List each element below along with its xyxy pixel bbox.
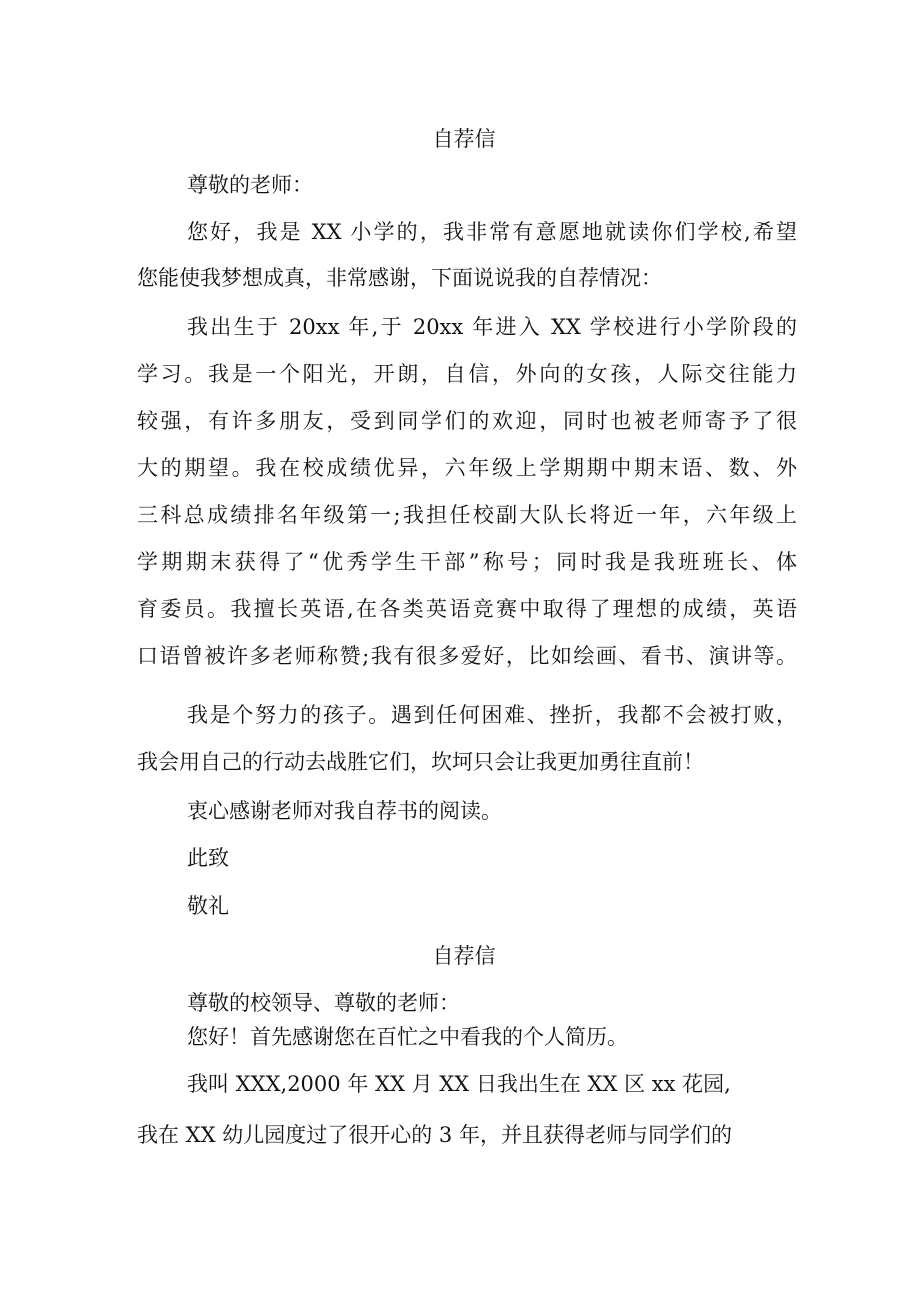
letter1-para2-line: 我出生于 20xx 年,于 20xx 年进入 XX 学校进行小学阶段的 [187,315,797,339]
letter1-salutation: 尊敬的老师： [187,173,313,197]
letter1-thanks: 衷心感谢老师对我自荐书的阅读。 [187,799,502,823]
letter2-salutation: 尊敬的校领导、尊敬的老师： [187,991,460,1015]
letter2-greeting: 您好！首先感谢您在百忙之中看我的个人简历。 [187,1025,628,1049]
letter1-para1-line: 您好，我是 XX 小学的，我非常有意愿地就读你们学校,希望 [187,220,797,244]
letter1-para1-line: 您能使我梦想成真，非常感谢，下面说说我的自荐情况： [137,266,662,290]
letter2-para1-line: 我在 XX 幼儿园度过了很开心的 3 年，并且获得老师与同学们的 [137,1123,732,1147]
letter1-para2-line: 大的期望。我在校成绩优异，六年级上学期期中期末语、数、外 [137,456,797,480]
letter1-para2-line: 育委员。我擅长英语,在各类英语竞赛中取得了理想的成绩，英语 [137,597,797,621]
letter1-title: 自荐信 [432,127,496,151]
letter1-para2-line: 三科总成绩排名年级第一;我担任校副大队长将近一年，六年级上 [137,503,797,527]
letter2-para1-line: 我叫 XXX,2000 年 XX 月 XX 日我出生在 XX 区 xx 花园, [187,1072,731,1096]
letter1-para2-line: 较强，有许多朋友，受到同学们的欢迎，同时也被老师寄予了很 [137,409,797,433]
letter1-closing-ci-zhi: 此致 [187,846,229,870]
letter2-title: 自荐信 [432,944,496,968]
letter1-para3-line: 我是个努力的孩子。遇到任何困难、挫折，我都不会被打败， [187,703,797,727]
letter1-para2-line: 学期期末获得了“优秀学生干部”称号；同时我是我班班长、体 [137,550,797,574]
letter1-closing-jing-li: 敬礼 [187,894,229,918]
letter1-para2-line: 学习。我是一个阳光，开朗，自信，外向的女孩，人际交往能力 [137,362,797,386]
letter1-para3-line: 我会用自己的行动去战胜它们，坎坷只会让我更加勇往直前！ [137,750,704,774]
letter1-para2-line: 口语曾被许多老师称赞;我有很多爱好，比如绘画、看书、演讲等。 [137,644,797,668]
